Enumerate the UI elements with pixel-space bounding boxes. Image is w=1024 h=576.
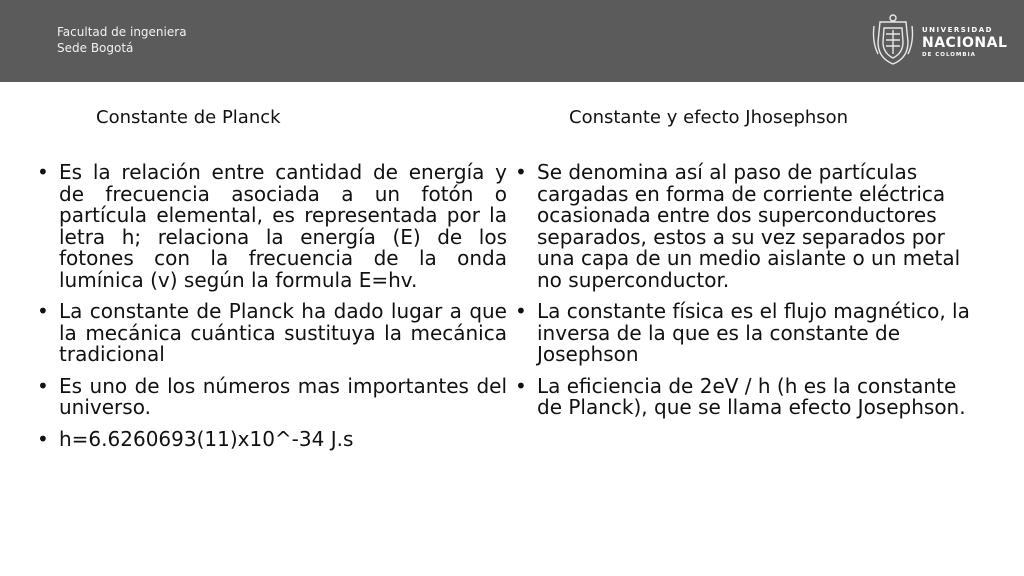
list-item [37, 301, 507, 366]
logo-line-colombia: DE COLOMBIA [922, 52, 976, 58]
bullet-icon: • [37, 373, 49, 398]
bullet-icon: • [37, 299, 49, 323]
faculty-label [57, 24, 187, 56]
list-item [515, 162, 975, 291]
list-item-text: h=6.6260693(11)x10^-34 J.s [59, 426, 354, 451]
list-item-text: La constante de Planck ha dado lugar a que la mecánica cuántica sustituya la mecánica tradicional [59, 299, 507, 366]
list-item-text: Es uno de los números mas importantes del universo. [59, 373, 507, 419]
list-item-text: Se denomina así al paso de partículas cargadas en forma de corriente eléctrica ocasionada entre dos superconductores separados, estos a su vez separados por una capa de un medio aislante o un metal no superconductor. [537, 160, 961, 292]
left-column-title: Constante de Planck [96, 107, 281, 128]
right-bullet-list [515, 162, 975, 429]
faculty-name: Facultad de ingeniera [57, 25, 187, 39]
list-item-text: La eficiencia de 2eV / h (h es la constante de Planck), que se llama efecto Josephson. [537, 373, 966, 419]
list-item [37, 162, 507, 291]
bullet-icon: • [515, 373, 527, 398]
bullet-icon: • [515, 160, 527, 184]
list-item [37, 373, 507, 419]
right-column-title: Constante y efecto Jhosephson [569, 107, 849, 128]
university-logo [870, 12, 1010, 70]
list-item-text: Es la relación entre cantidad de energía y de frecuencia asociada a un fotón o partícula elemental, es representada por la letra h; relaciona la energía (E) de los fotones con la frecuencia de la onda lumínica (v) según la formula E=hv. [59, 160, 507, 292]
university-seal-icon [870, 12, 916, 68]
bullet-icon: • [37, 426, 49, 451]
bullet-icon: • [37, 160, 49, 184]
left-bullet-list [37, 162, 507, 460]
list-item [37, 426, 507, 451]
university-wordmark [922, 26, 1007, 59]
logo-line-universidad: UNIVERSIDAD [922, 26, 993, 34]
header-bar [0, 0, 1024, 82]
list-item-text: La constante física es el flujo magnético, la inversa de la que es la constante de Josephson [537, 299, 970, 366]
logo-line-nacional: NACIONAL [922, 35, 1008, 51]
list-item [515, 373, 975, 419]
bullet-icon: • [515, 299, 527, 323]
list-item [515, 301, 975, 366]
campus-name: Sede Bogotá [57, 41, 134, 55]
